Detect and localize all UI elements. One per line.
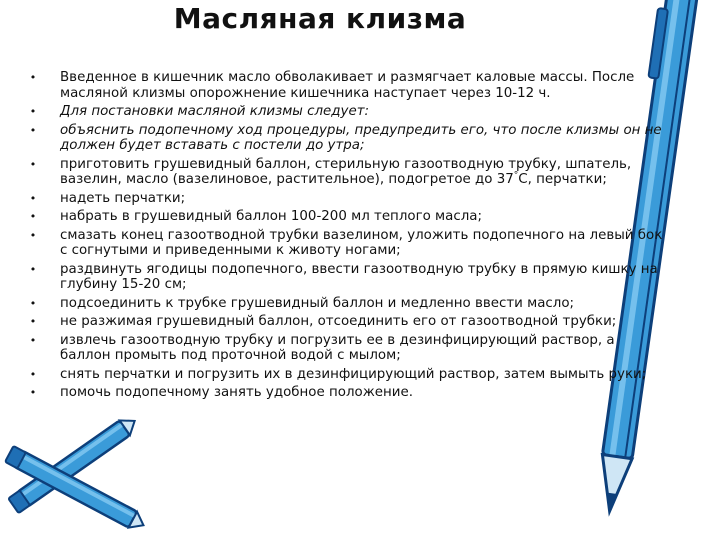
list-item-text: помочь подопечному занять удобное положение. (60, 385, 413, 400)
list-item-text: извлечь газоотводную трубку и погрузить ее в дезинфицирующий раствор, а баллон промыть под проточной водой с мылом; (60, 332, 615, 363)
list-item-text: смазать конец газоотводной трубки вазелином, уложить подопечного на левый бок с согнутыми и приведенными к животу ногами; (60, 227, 663, 258)
bullet-icon: • (29, 333, 37, 347)
list-item-text: раздвинуть ягодицы подопечного, ввести газоотводную трубку в прямую кишку на глубину 15-20 см; (60, 261, 658, 292)
list-item (28, 296, 668, 312)
list-item-text: подсоединить к трубке грушевидный баллон и медленно ввести масло; (60, 295, 575, 311)
bullet-icon: • (29, 191, 37, 205)
bullet-icon: • (29, 228, 37, 242)
list-item (28, 262, 668, 293)
list-item-text: не разжимая грушевидный баллон, отсоединить его от газоотводной трубки; (60, 314, 617, 329)
bullet-icon: • (29, 210, 37, 223)
list-item (28, 191, 668, 207)
bullet-icon: • (29, 262, 37, 276)
list-item-text: Для постановки масляной клизмы следует: (60, 104, 370, 119)
list-item-text: объяснить подопечному ход процедуры, предупредить его, что после клизмы он не должен будет вставать с постели до утра; (60, 122, 662, 153)
list-item (28, 209, 668, 225)
bullet-icon: • (29, 315, 37, 328)
slide-title: Масляная клизма (173, 2, 467, 35)
bullet-icon: • (29, 157, 37, 171)
list-item-text: набрать в грушевидный баллон 100-200 мл теплого масла; (60, 209, 482, 224)
list-item (28, 70, 668, 101)
list-item (28, 385, 668, 401)
list-item (28, 123, 668, 154)
list-item (28, 314, 668, 330)
bullet-icon: • (29, 367, 37, 381)
temperature-unit-rest: С, перчатки; (518, 172, 607, 187)
list-item-text: приготовить грушевидный баллон, стерильную газоотводную трубку, шпатель, вазелин, масло (вазелиновое, растительное), подогретое до (60, 156, 632, 187)
bullet-icon: • (29, 71, 37, 84)
list-item-text: надеть перчатки; (60, 190, 186, 206)
temperature-value: 37 (492, 172, 514, 187)
bullet-icon: • (29, 296, 37, 310)
list-item (28, 157, 668, 188)
list-item-text: снять перчатки и погрузить их в дезинфицирующий раствор, затем вымыть руки; (60, 366, 647, 382)
bullet-list (28, 70, 668, 401)
bullet-icon: • (29, 386, 37, 399)
degree-sign: ° (513, 170, 519, 181)
list-item-text: Введенное в кишечник масло обволакивает и размягчает каловые массы. После масляной клизмы опорожнение кишечника наступает через 10-12 ч. (60, 70, 635, 101)
list-item (28, 228, 668, 259)
bullet-icon: • (29, 105, 37, 118)
list-item (28, 367, 668, 383)
list-item (28, 104, 668, 120)
bullet-icon: • (29, 123, 37, 137)
crossed-pens-icon (0, 400, 150, 540)
list-item (28, 333, 668, 364)
